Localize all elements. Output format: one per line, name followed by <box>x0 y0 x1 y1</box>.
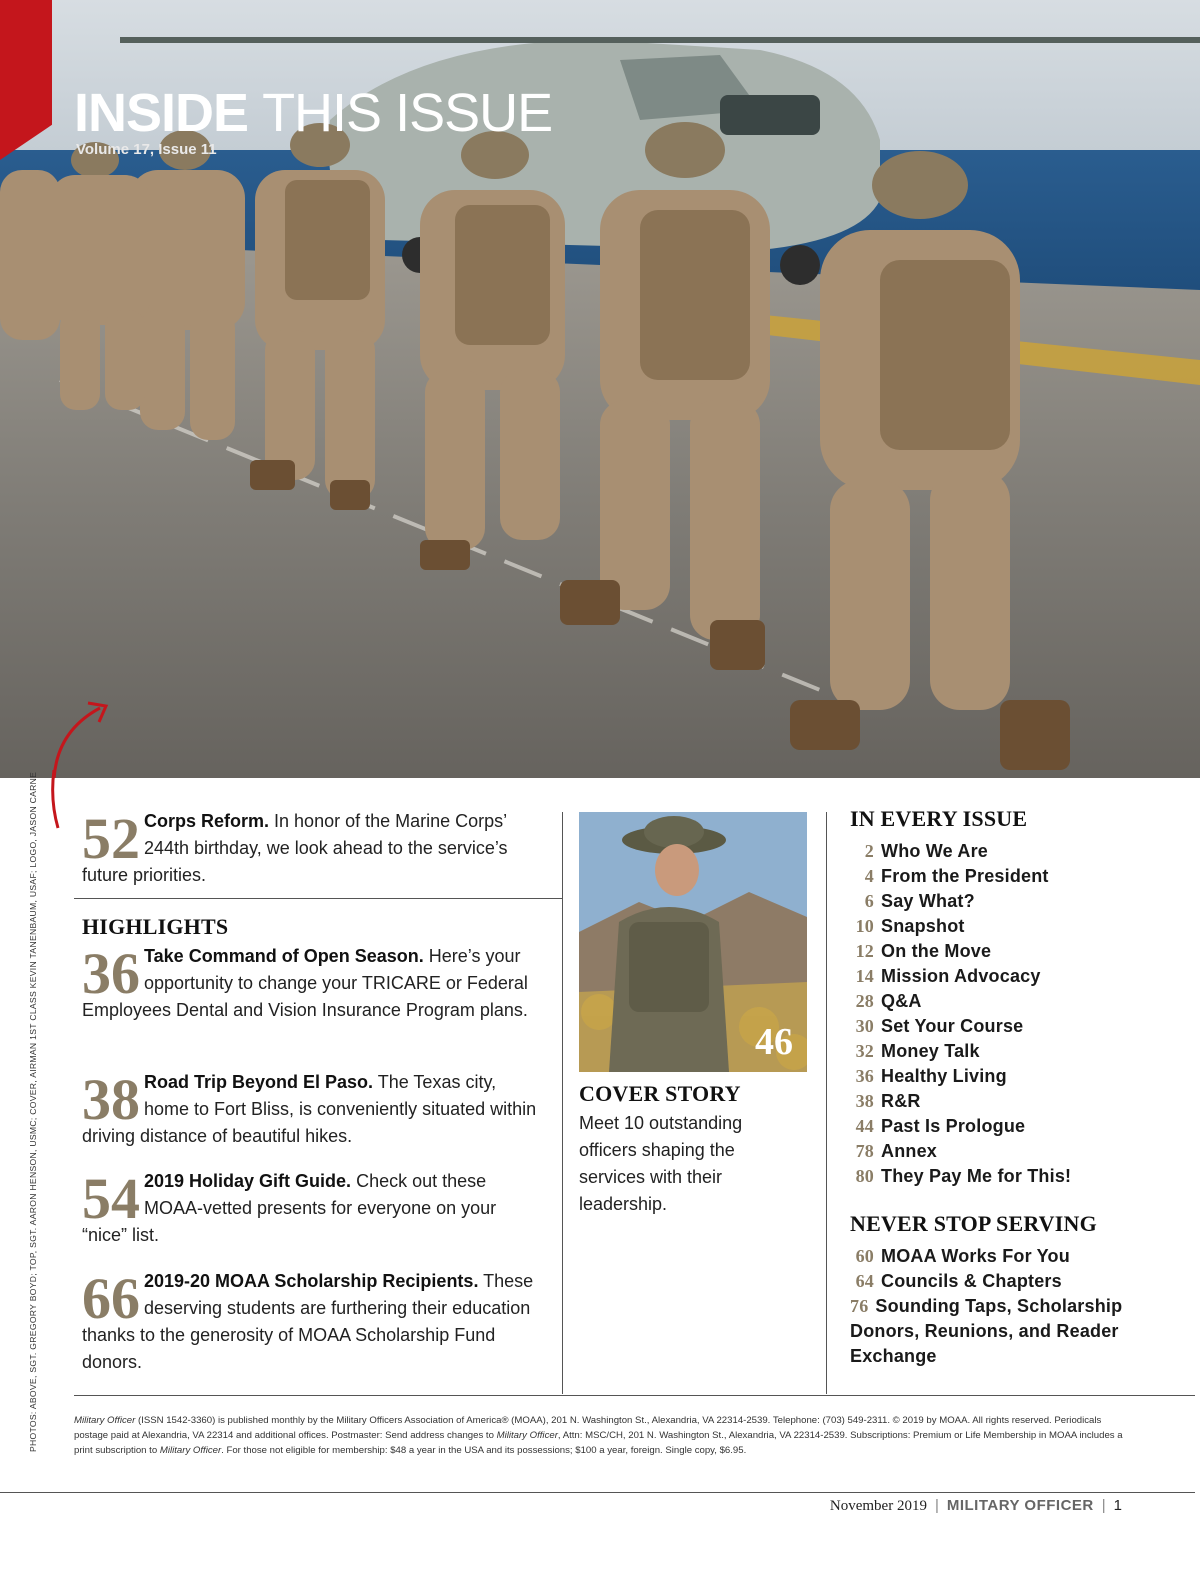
highlight-item[interactable] <box>82 943 542 1024</box>
item-label: Past Is Prologue <box>881 1116 1026 1136</box>
item-page: 78 <box>855 1141 874 1161</box>
folio-separator: | <box>934 1497 939 1514</box>
in-every-issue-heading: IN EVERY ISSUE <box>850 806 1028 831</box>
item-page: 28 <box>855 991 874 1011</box>
item-label: From the President <box>881 866 1049 886</box>
column-rule-1 <box>562 812 563 1394</box>
item-label: Money Talk <box>881 1041 980 1061</box>
item-label: MOAA Works For You <box>881 1246 1070 1266</box>
list-item[interactable] <box>850 889 1150 914</box>
list-item[interactable] <box>850 914 1150 939</box>
item-label: They Pay Me for This! <box>881 1166 1072 1186</box>
photo-credit: PHOTOS: ABOVE, SGT. GREGORY BOYD; TOP, SGT. AARON HENSON, USMC; COVER, AIRMAN 1ST CLASS KEVIN TANENBAUM, USAF; LOGO, JASON CARNE <box>28 771 38 1452</box>
cover-page-number: 46 <box>755 1021 793 1063</box>
list-item[interactable] <box>850 864 1150 889</box>
folio-separator: | <box>1101 1497 1106 1514</box>
highlight-headline: 2019 Holiday Gift Guide. <box>144 1171 352 1191</box>
item-page: 44 <box>855 1116 874 1136</box>
item-page: 32 <box>855 1041 874 1061</box>
highlight-item[interactable] <box>82 1268 542 1376</box>
list-item[interactable] <box>850 1039 1150 1064</box>
list-item[interactable] <box>850 1294 1130 1369</box>
highlight-page-number: 54 <box>82 1166 140 1231</box>
item-page: 10 <box>855 916 874 936</box>
item-label: Mission Advocacy <box>881 966 1041 986</box>
list-item[interactable] <box>850 1164 1150 1189</box>
lead-page-number: 52 <box>82 806 140 871</box>
cover-story-heading: COVER STORY <box>579 1081 741 1106</box>
page-title <box>74 83 553 143</box>
highlights-heading: HIGHLIGHTS <box>82 914 229 939</box>
publication-info <box>74 1413 1124 1458</box>
list-item[interactable] <box>850 1114 1150 1139</box>
highlight-item[interactable] <box>82 1069 542 1150</box>
in-every-issue-list <box>850 839 1150 1189</box>
fine-text: (ISSN 1542-3360) is published monthly by the Military Officers Association of America® (MOAA), 201 N. Washington St., Alexandria, VA 22314-2539. Telephone: (703) 549-2311. © 2019 by MOAA. All rights reserved. Periodicals postage paid at Alexandria, VA 22314 and additional offices. Postmaster: Send address changes to <box>74 1415 1102 1441</box>
highlight-text: Check out these MOAA-vetted presents for everyone on your “nice” list. <box>82 1171 497 1245</box>
item-page: 80 <box>855 1166 874 1186</box>
list-item[interactable] <box>850 939 1150 964</box>
fine-text: , Attn: MSC/CH, 201 N. Washington St., Alexandria, VA 22314-2539. Subscriptions: Premium or Life Membership in MOAA includes a print subscription to <box>74 1430 1123 1456</box>
magazine-name: MILITARY OFFICER <box>946 1497 1094 1514</box>
mag-name: Military Officer <box>496 1430 558 1441</box>
item-page: 60 <box>855 1246 874 1266</box>
item-page: 38 <box>855 1091 874 1111</box>
mag-name: Military Officer <box>74 1415 136 1426</box>
highlight-page-number: 38 <box>82 1067 140 1132</box>
list-item[interactable] <box>850 989 1150 1014</box>
item-page: 30 <box>855 1016 874 1036</box>
footer-rule <box>74 1395 1195 1396</box>
item-label: R&R <box>881 1091 921 1111</box>
folio <box>830 1497 1122 1515</box>
lead-divider <box>74 898 562 899</box>
item-label: Q&A <box>881 991 922 1011</box>
item-page: 12 <box>855 941 874 961</box>
list-item[interactable] <box>850 964 1150 989</box>
item-page: 64 <box>855 1271 874 1291</box>
cover-story-photo[interactable] <box>579 812 807 1072</box>
list-item[interactable] <box>850 1139 1150 1164</box>
never-stop-serving-list <box>850 1244 1130 1369</box>
item-page: 36 <box>855 1066 874 1086</box>
highlight-text: The Texas city, home to Fort Bliss, is conveniently situated within driving distance of beautiful hikes. <box>82 1072 537 1146</box>
column-rule-2 <box>826 812 827 1394</box>
highlight-item[interactable] <box>82 1168 542 1249</box>
item-page: 6 <box>864 891 874 911</box>
list-item[interactable] <box>850 1089 1150 1114</box>
page-number: 1 <box>1113 1497 1122 1514</box>
list-item[interactable] <box>850 839 1150 864</box>
list-item[interactable] <box>850 1064 1150 1089</box>
issue-date: November 2019 <box>829 1498 927 1514</box>
highlight-headline: Take Command of Open Season. <box>144 946 424 966</box>
item-label: On the Move <box>881 941 992 961</box>
highlight-page-number: 66 <box>82 1266 140 1331</box>
item-page: 76 <box>850 1296 869 1316</box>
list-item[interactable] <box>850 1014 1150 1039</box>
fine-text: . For those not eligible for membership: $48 a year in the USA and its possessions; $100 a year, foreign. Single copy, $6.95. <box>221 1445 747 1456</box>
item-label: Say What? <box>881 891 975 911</box>
title-light: THIS ISSUE <box>262 83 553 143</box>
item-page: 2 <box>864 841 874 861</box>
item-label: Annex <box>881 1141 938 1161</box>
highlight-headline: 2019-20 MOAA Scholarship Recipients. <box>144 1271 479 1291</box>
item-label: Set Your Course <box>881 1016 1024 1036</box>
item-label: Who We Are <box>881 841 989 861</box>
item-label: Sounding Taps, Scholarship Donors, Reunions, and Reader Exchange <box>850 1296 1123 1366</box>
lead-text: In honor of the Marine Corps’ 244th birthday, we look ahead to the service’s future priorities. <box>82 811 508 885</box>
volume-issue: Volume 17, Issue 11 <box>76 141 217 158</box>
item-page: 4 <box>864 866 874 886</box>
never-stop-serving-heading: NEVER STOP SERVING <box>850 1211 1097 1236</box>
item-label: Councils & Chapters <box>881 1271 1062 1291</box>
highlight-page-number: 36 <box>82 941 140 1006</box>
list-item[interactable] <box>850 1269 1130 1294</box>
mag-name: Military Officer <box>159 1445 222 1456</box>
red-arrow-icon <box>40 770 80 830</box>
cover-story-text: Meet 10 outstanding officers shaping the services with their leadership. <box>579 1113 743 1214</box>
item-label: Snapshot <box>881 916 965 936</box>
lead-feature[interactable] <box>82 808 542 889</box>
highlight-text: These deserving students are furthering their education thanks to the generosity of MOAA Scholarship Fund donors. <box>82 1271 534 1372</box>
item-label: Healthy Living <box>881 1066 1007 1086</box>
title-bold: INSIDE <box>74 83 249 143</box>
lead-headline: Corps Reform. <box>144 811 270 831</box>
list-item[interactable] <box>850 1244 1130 1269</box>
hero-photo <box>0 0 1200 778</box>
highlight-headline: Road Trip Beyond El Paso. <box>144 1072 374 1092</box>
item-page: 14 <box>855 966 874 986</box>
folio-rule <box>0 1492 1195 1493</box>
highlight-text: Here’s your opportunity to change your TRICARE or Federal Employees Dental and Vision Insurance Program plans. <box>82 946 528 1020</box>
